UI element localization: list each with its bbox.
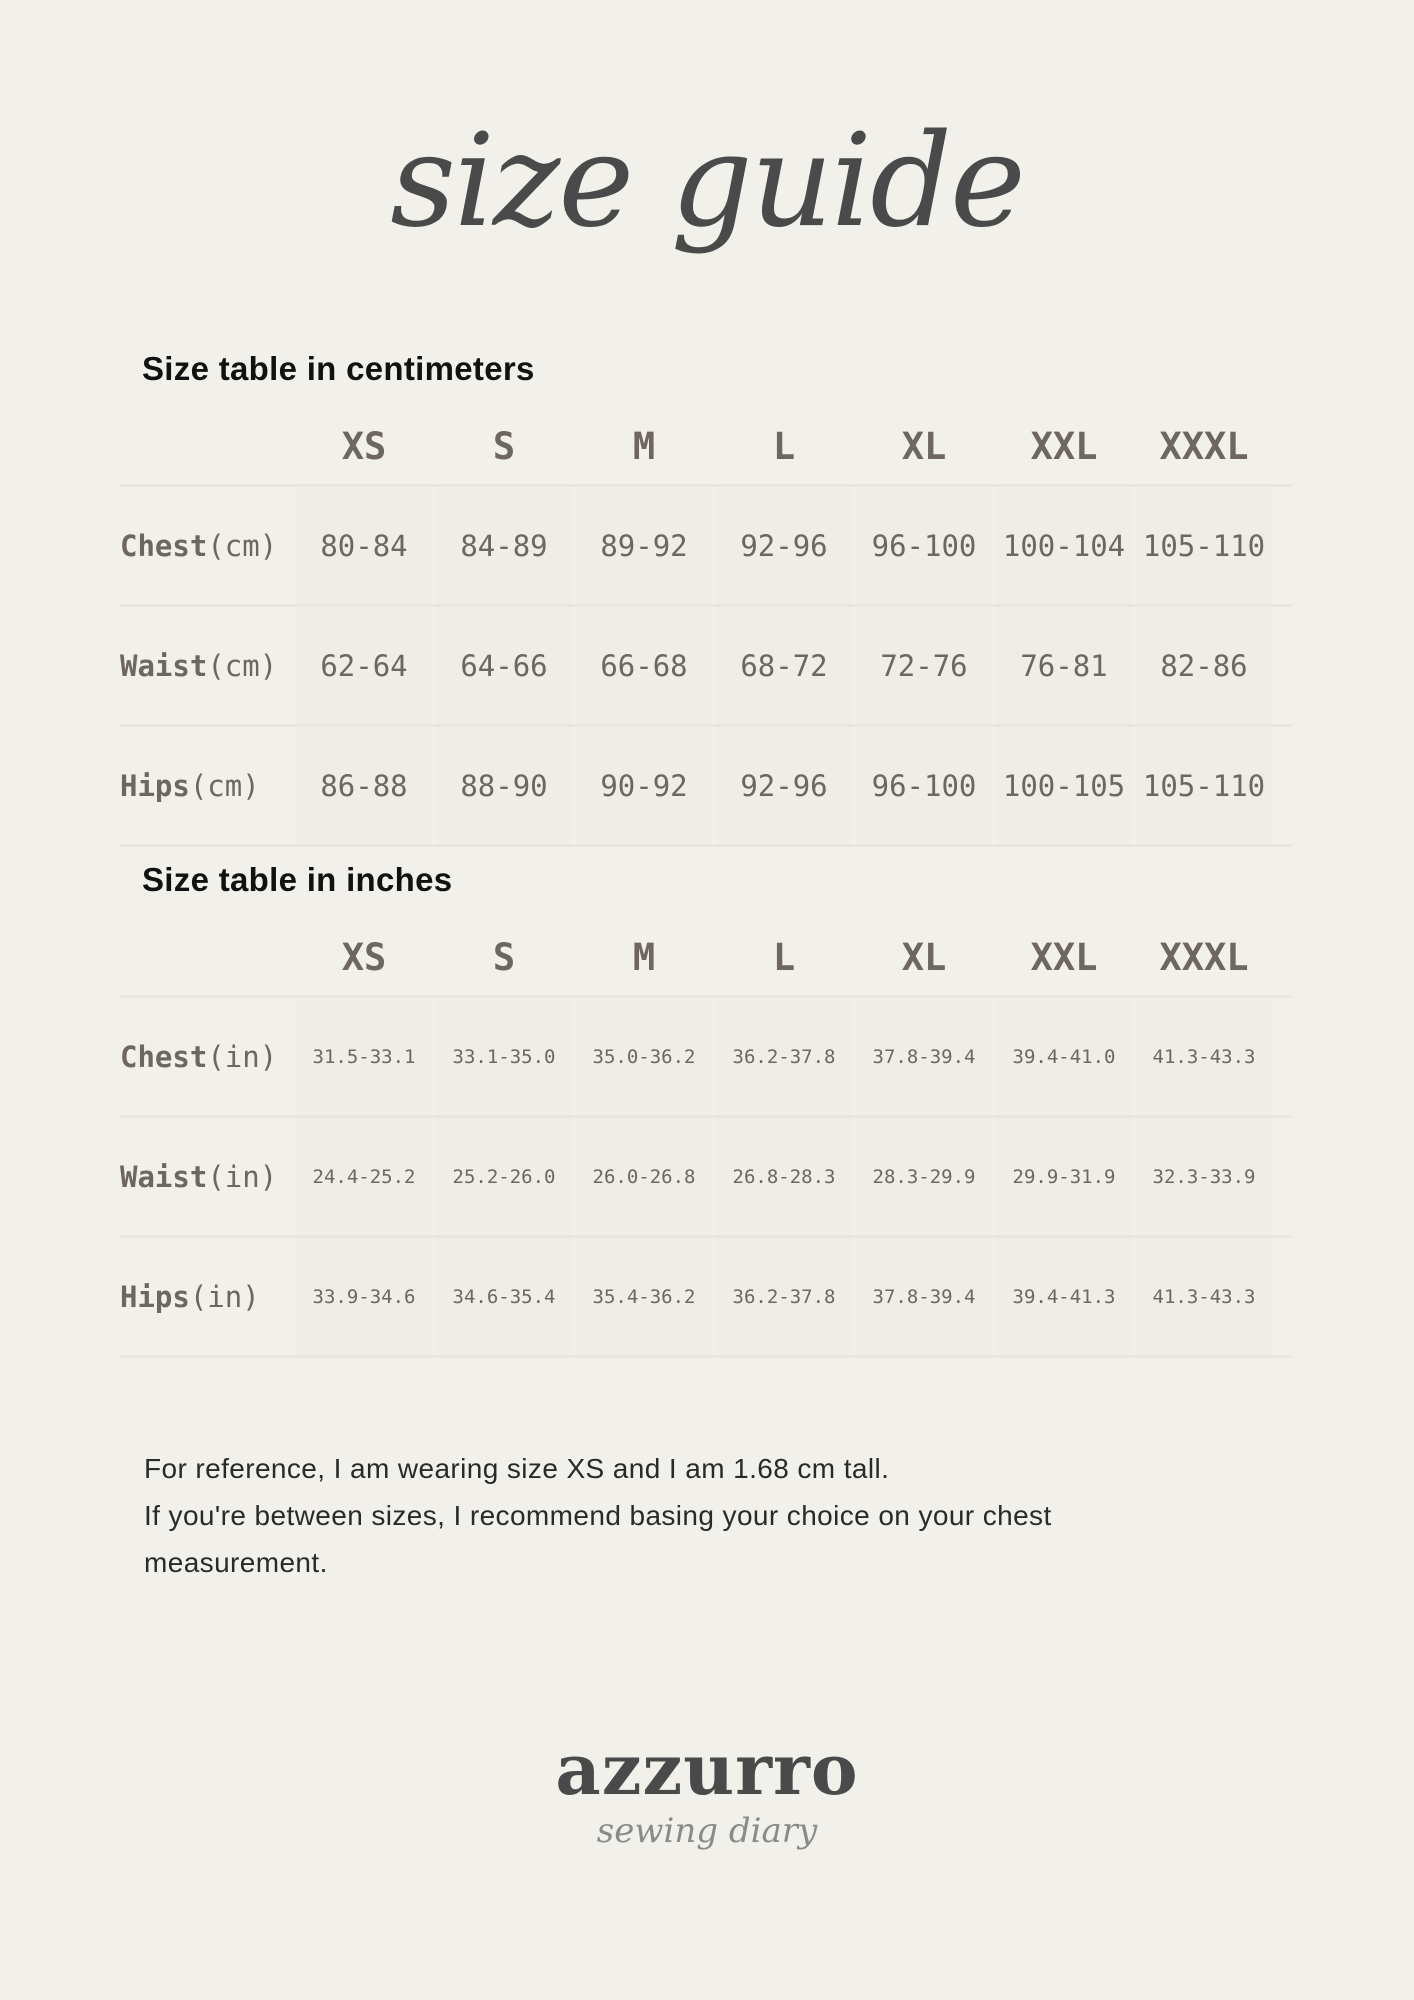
table-cell: 92-96 [716, 487, 852, 604]
table-cell: 35.0-36.2 [576, 998, 712, 1115]
table-cell: 62-64 [296, 607, 432, 724]
table-divider [120, 1355, 1292, 1358]
table-cell: 100-104 [996, 487, 1132, 604]
table-cell: 36.2-37.8 [716, 998, 852, 1115]
cm-size-table [120, 408, 1292, 847]
table-row-waist [120, 604, 1292, 724]
table-divider [120, 844, 1292, 847]
table-row-chest [120, 484, 1292, 604]
size-header: XXL [1030, 424, 1098, 468]
row-label [120, 1118, 292, 1235]
logo-wordmark: azzurro [555, 1728, 859, 1811]
table-cell: 24.4-25.2 [296, 1118, 432, 1235]
row-label-unit: (cm) [189, 768, 260, 803]
table-cell: 41.3-43.3 [1136, 998, 1272, 1115]
table-cell: 33.1-35.0 [436, 998, 572, 1115]
row-label-name: Hips [120, 768, 190, 803]
table-cell: 84-89 [436, 487, 572, 604]
size-header: M [632, 935, 656, 979]
table-cell: 35.4-36.2 [576, 1238, 712, 1355]
row-label [120, 727, 292, 844]
table-row-hips [120, 724, 1292, 844]
table-cell: 26.8-28.3 [716, 1118, 852, 1235]
table-cell: 88-90 [436, 727, 572, 844]
table-cell: 25.2-26.0 [436, 1118, 572, 1235]
table-cell: 89-92 [576, 487, 712, 604]
table-cell: 34.6-35.4 [436, 1238, 572, 1355]
table-cell: 32.3-33.9 [1136, 1118, 1272, 1235]
in-size-table [120, 919, 1292, 1358]
header-spacer [120, 919, 292, 995]
row-label [120, 607, 292, 724]
table-cell: 36.2-37.8 [716, 1238, 852, 1355]
row-label-unit: (in) [189, 1279, 260, 1314]
note-line: If you're between sizes, I recommend basing your choice on your chest measurement. [144, 1500, 1052, 1578]
table-row-waist [120, 1115, 1292, 1235]
row-label-name: Chest [120, 1039, 208, 1074]
size-header: L [772, 935, 796, 979]
table-cell: 31.5-33.1 [296, 998, 432, 1115]
table-cell: 64-66 [436, 607, 572, 724]
table-cell: 29.9-31.9 [996, 1118, 1132, 1235]
row-label [120, 998, 292, 1115]
page-title: size guide [390, 107, 1024, 256]
table-cell: 86-88 [296, 727, 432, 844]
size-header: M [632, 424, 656, 468]
size-header: XXXL [1159, 424, 1249, 468]
table-cell: 100-105 [996, 727, 1132, 844]
size-header: S [492, 424, 516, 468]
table-cell: 92-96 [716, 727, 852, 844]
size-header: XS [341, 935, 387, 979]
table-cell: 37.8-39.4 [856, 998, 992, 1115]
row-label-unit: (in) [207, 1159, 278, 1194]
table-cell: 33.9-34.6 [296, 1238, 432, 1355]
header-spacer [120, 408, 292, 484]
row-label-name: Waist [120, 648, 208, 683]
table-cell: 26.0-26.8 [576, 1118, 712, 1235]
size-header: L [772, 424, 796, 468]
table-cell: 72-76 [856, 607, 992, 724]
table-cell: 39.4-41.0 [996, 998, 1132, 1115]
table-cell: 68-72 [716, 607, 852, 724]
row-label-name: Hips [120, 1279, 190, 1314]
size-header-row [120, 919, 1292, 995]
cm-table-heading: Size table in centimeters [142, 350, 535, 387]
table-cell: 105-110 [1136, 727, 1272, 844]
table-cell: 39.4-41.3 [996, 1238, 1132, 1355]
reference-note [144, 1445, 1144, 1586]
table-cell: 96-100 [856, 487, 992, 604]
row-label-name: Waist [120, 1159, 208, 1194]
row-label [120, 1238, 292, 1355]
size-header: XS [341, 424, 387, 468]
table-cell: 28.3-29.9 [856, 1118, 992, 1235]
table-cell: 76-81 [996, 607, 1132, 724]
row-label-unit: (cm) [207, 528, 278, 563]
table-cell: 90-92 [576, 727, 712, 844]
table-cell: 66-68 [576, 607, 712, 724]
size-header-row [120, 408, 1292, 484]
size-header: XXXL [1159, 935, 1249, 979]
size-header: XXL [1030, 935, 1098, 979]
table-cell: 41.3-43.3 [1136, 1238, 1272, 1355]
size-header: XL [901, 424, 947, 468]
brand-logo [0, 1728, 1414, 1851]
table-row-chest [120, 995, 1292, 1115]
logo-tagline: sewing diary [596, 1811, 818, 1851]
table-cell: 105-110 [1136, 487, 1272, 604]
size-header: S [492, 935, 516, 979]
table-cell: 82-86 [1136, 607, 1272, 724]
row-label-name: Chest [120, 528, 208, 563]
table-cell: 80-84 [296, 487, 432, 604]
row-label-unit: (cm) [207, 648, 278, 683]
note-line: For reference, I am wearing size XS and I am 1.68 cm tall. [144, 1453, 890, 1484]
row-label [120, 487, 292, 604]
size-header: XL [901, 935, 947, 979]
table-row-hips [120, 1235, 1292, 1355]
table-cell: 37.8-39.4 [856, 1238, 992, 1355]
table-cell: 96-100 [856, 727, 992, 844]
row-label-unit: (in) [207, 1039, 278, 1074]
in-table-heading: Size table in inches [142, 861, 453, 898]
